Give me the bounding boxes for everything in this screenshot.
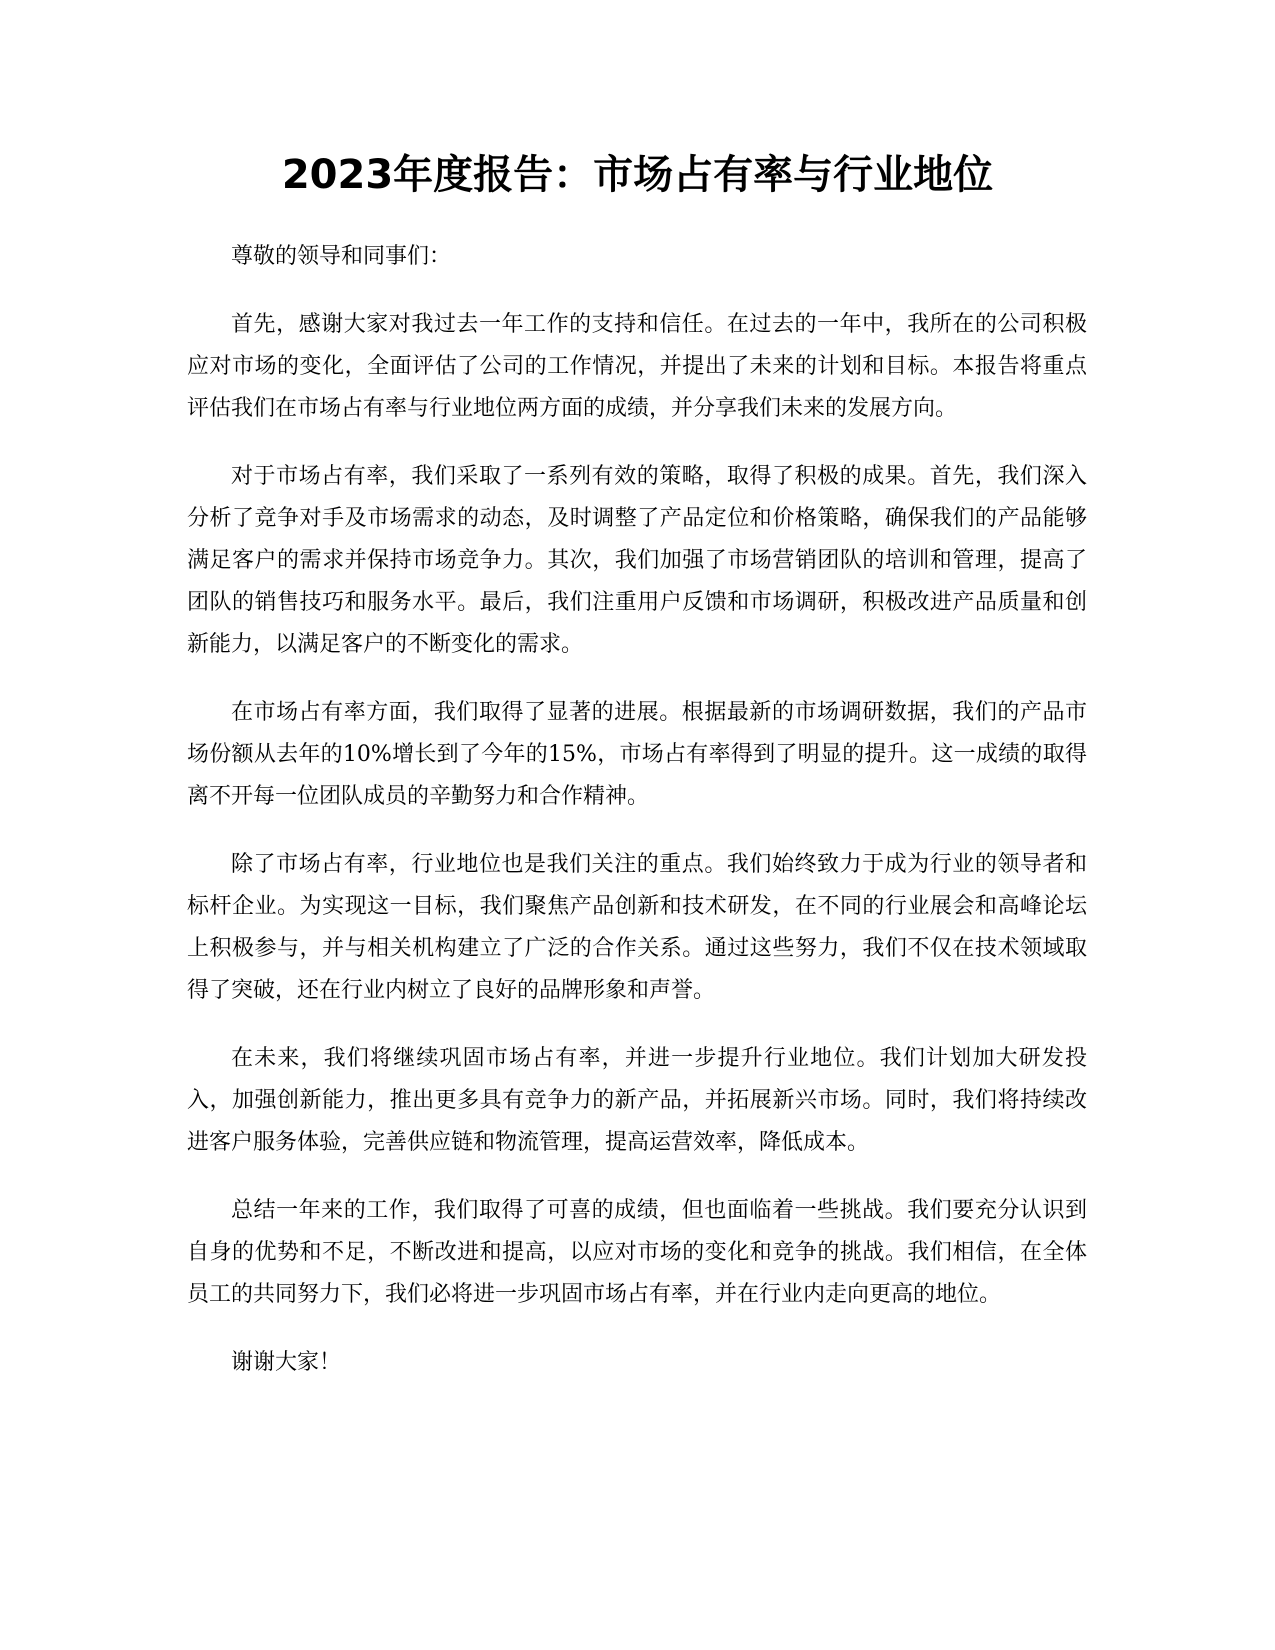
paragraph-future-plans: 在未来，我们将继续巩固市场占有率，并进一步提升行业地位。我们计划加大研发投入，加强创新能力，推出更多具有竞争力的新产品，并拓展新兴市场。同时，我们将持续改进客户服务体验，完善供应链和物流管理，提高运营效率，降低成本。 xyxy=(187,1046,1087,1155)
paragraph-strategy: 对于市场占有率，我们采取了一系列有效的策略，取得了积极的成果。首先，我们深入分析了竞争对手及市场需求的动态，及时调整了产品定位和价格策略，确保我们的产品能够满足客户的需求并保持市场竞争力。其次，我们加强了市场营销团队的培训和管理，提高了团队的销售技巧和服务水平。最后，我们注重用户反馈和市场调研，积极改进产品质量和创新能力，以满足客户的不断变化的需求。 xyxy=(187,464,1087,657)
closing: 谢谢大家！ xyxy=(231,1350,342,1375)
paragraph-industry-position: 除了市场占有率，行业地位也是我们关注的重点。我们始终致力于成为行业的领导者和标杆企业。为实现这一目标，我们聚焦产品创新和技术研发，在不同的行业展会和高峰论坛上积极参与，并与相关机构建立了广泛的合作关系。通过这些努力，我们不仅在技术领域取得了突破，还在行业内树立了良好的品牌形象和声誉。 xyxy=(187,852,1087,1003)
salutation: 尊敬的领导和同事们： xyxy=(231,244,452,269)
document-title: 2023年度报告：市场占有率与行业地位 xyxy=(281,152,994,198)
document-body xyxy=(187,236,1087,1410)
paragraph-intro: 首先，感谢大家对我过去一年工作的支持和信任。在过去的一年中，我所在的公司积极应对市场的变化，全面评估了公司的工作情况，并提出了未来的计划和目标。本报告将重点评估我们在市场占有率与行业地位两方面的成绩，并分享我们未来的发展方向。 xyxy=(187,312,1087,421)
paragraph-market-share: 在市场占有率方面，我们取得了显著的进展。根据最新的市场调研数据，我们的产品市场份额从去年的10%增长到了今年的15%，市场占有率得到了明显的提升。这一成绩的取得离不开每一位团队成员的辛勤努力和合作精神。 xyxy=(187,700,1087,809)
paragraph-summary: 总结一年来的工作，我们取得了可喜的成绩，但也面临着一些挑战。我们要充分认识到自身的优势和不足，不断改进和提高，以应对市场的变化和竞争的挑战。我们相信，在全体员工的共同努力下，我们必将进一步巩固市场占有率，并在行业内走向更高的地位。 xyxy=(187,1198,1087,1307)
